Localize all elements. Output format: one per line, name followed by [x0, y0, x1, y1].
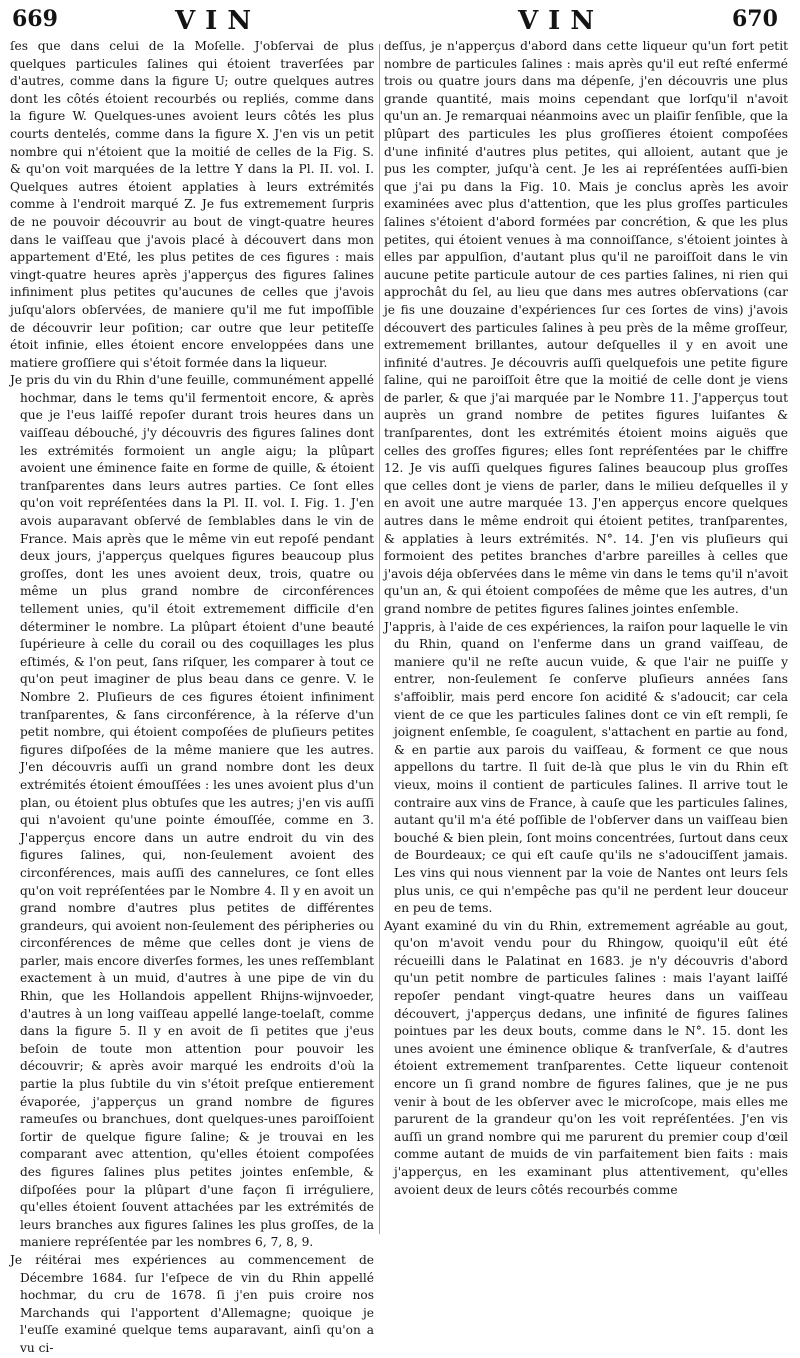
text-column-right [384, 38, 788, 1238]
page-number-right: 670 [732, 6, 778, 32]
paragraph: ſes que dans celui de la Moſelle. J'obſervai de plus quelques particules ſalines qui étoient traverſées par d'autres, comme dans la figure U; outre quelques autres dont les côtés étoient recourbés ou repliés, comme dans la figure W. Quelques-unes avoient leurs côtés les plus courts dentelés, comme dans la figure X. J'en vis un petit nombre qui n'étoient que la moitié de celles de la Fig. S. & qu'on voit marquées de la lettre Y dans la Pl. II. vol. I. Quelques autres étoient applaties à leurs extrémités comme à l'endroit marqué Z. Je fus extremement ſurpris de ne pouvoir découvrir au bout de vingt-quatre heures dans le vaiſſeau que j'avois placé à découvert dans mon appartement d'Eté, les plus petites de ces figures : mais vingt-quatre heures après j'apperçus des figures ſalines infiniment plus petites qu'aucunes de celles que j'avois juſqu'alors obſervées, de maniere qu'il me fut impoſſible de découvrir leur poſition; car outre que leur petiteſſe étoit infinie, elles étoient encore enveloppées dans une matiere groſſiere qui s'étoit formée dans la liqueur. [10, 39, 374, 370]
running-header [0, 0, 800, 40]
page-number-left: 669 [12, 6, 58, 32]
paragraph: Je pris du vin du Rhin d'une feuille, communément appellé hochmar, dans le tems qu'il fermentoit encore, & après que je l'eus laiſſé repoſer durant trois heures dans un vaiſſeau débouché, j'y découvris des figures ſalines dont les extrémités formoient un angle aigu; la plûpart avoient une éminence faite en forme de quille, & étoient tranſparentes dans leurs autres parties. Ce ſont elles qu'on voit repréſentées dans la Pl. II. vol. I. Fig. 1. J'en avois auparavant obſervé de ſemblables dans le vin de France. Mais après que le même vin eut repoſé pendant deux jours, j'apperçus quelques figures beaucoup plus groſſes, dont les unes avoient deux, trois, quatre ou même un plus grand nombre de circonférences tellement unies, qu'il étoit extremement difficile d'en déterminer le nombre. La plûpart étoient d'une beauté ſupérieure à celle du corail ou des coquillages les plus eſtimés, & l'on peut, ſans riſquer, les comparer à tout ce qu'on peut imaginer de plus beau dans ce genre. V. le Nombre 2. Pluſieurs de ces figures étoient infiniment tranſparentes, & ſans circonférence, à la réſerve d'un petit nombre, qui étoient compoſées de pluſieurs petites figures diſpoſées de la même maniere que les autres. J'en découvris auſſi un grand nombre dont les deux extrémités étoient émouſſées : les unes avoient plus d'un plan, ou étoient plus obtuſes que les autres; j'en vis auſſi qui n'avoient qu'une pointe émouſſée, comme en 3. J'apperçus encore dans un autre endroit du vin des figures ſalines, qui, non-ſeulement avoient des circonférences, mais auſſi des cannelures, ce ſont elles qu'on voit repréſentées par le Nombre 4. Il y en avoit un grand nombre d'autres plus petites de différentes grandeurs, qui avoient non-ſeulement des péripheries ou circonférences de même que celles dont je viens de parler, mais encore diverſes formes, les unes reſſemblant exactement à un muid, d'autres à une pipe de vin du Rhin, que les Hollandois appellent Rhijns-wijnvoeder, d'autres à un long vaiſſeau appellé lange-toelaſt, comme dans la figure 5. Il y en avoit de ſi petites que j'eus beſoin de toute mon attention pour pouvoir les découvrir; & après avoir marqué les endroits d'où la partie la plus ſubtile du vin s'étoit preſque entierement évaporée, j'apperçus un grand nombre de figures rameuſes ou branchues, dont quelques-unes paroiſſoient ſortir de quelque figure ſaline; & je trouvai en les comparant avec attention, qu'elles étoient compoſées des figures ſalines plus petites jointes enſemble, & diſpoſées pour la plûpart d'une façon ſi irréguliere, qu'elles étoient ſouvent attachées par les extrémités de leurs branches aux figures ſalines les plus groſſes, de la maniere repréſentée par les nombres 6, 7, 8, 9. [10, 373, 374, 1250]
column-divider [379, 44, 380, 1234]
paragraph: Ayant examiné du vin du Rhin, extremement agréable au gout, qu'on m'avoit vendu pour du Rhingow, quoiqu'il eût été récueilli dans le Palatinat en 1683. je n'y découvris d'abord qu'un petit nombre de particules ſalines : mais l'ayant laiſſé repoſer pendant vingt-quatre heures dans un vaiſſeau découvert, j'apperçus dedans, une infinité de figures ſalines pointues par les deux bouts, comme dans le N°. 15. dont les unes avoient une éminence oblique & tranſverſale, & d'autres étoient extremement tranſparentes. Cette liqueur contenoit encore un ſi grand nombre de figures ſalines, que je ne pus venir à bout de les obſerver avec le microſcope, mais elles me parurent de la grandeur qu'on les voit repréſentées. J'en vis auſſi un grand nombre qui me parurent du premier coup d'œil comme autant de muids de vin parfaitement bien faits : mais j'apperçus, en les examinant plus attentivement, qu'elles avoient deux de leurs côtés recourbés comme [384, 918, 788, 1197]
running-title-left: VIN [175, 6, 262, 36]
paragraph: J'appris, à l'aide de ces expériences, la raiſon pour laquelle le vin du Rhin, quand on l'enferme dans un grand vaiſſeau, de maniere qu'il ne reſte aucun vuide, & que l'air ne puiſſe y entrer, non-ſeulement ſe conſerve pluſieurs années ſans s'affoiblir, mais perd encore ſon acidité & s'adoucit; car cela vient de ce que les particules ſalines dont ce vin eſt rempli, ſe joignent enſemble, ſe coagulent, s'attachent en partie au fond, & en partie aux parois du vaiſſeau, & forment ce que nous appellons du tartre. Il ſuit de-là que plus le vin du Rhin eſt vieux, moins il contient de particules ſalines. Il arrive tout le contraire aux vins de France, à cauſe que les particules ſalines, autant qu'il m'a été poſſible de l'obſerver dans un vaiſſeau bien bouché & bien plein, ſont moins concentrées, ſurtout dans ceux de Bourdeaux; ce qui eſt cauſe qu'ils ne s'adouciſſent jamais. Les vins qui nous viennent par la voie de Nantes ont leurs ſels plus unis, ce qui n'empêche pas qu'il ne perdent leur douceur en peu de tems. [384, 619, 788, 916]
paragraph: deſſus, je n'apperçus d'abord dans cette liqueur qu'un fort petit nombre de particules ſalines : mais après qu'il eut reſté enfermé trois ou quatre jours dans ma dépenſe, j'en découvris une plus grande quantité, mais moins cependant que lorſqu'il n'avoit qu'un an. Je remarquai néanmoins avec un plaiſir ſenſible, que la plûpart des particules les plus groſſieres étoient compoſées d'une infinité d'autres plus petites, qui alloient, autant que je pus les compter, juſqu'à cent. Je les ai repréſentées auſſi-bien que j'ai pu dans la Fig. 10. Mais je conclus après les avoir examinées avec plus d'attention, que les plus groſſes particules ſalines s'étoient d'abord formées par concrétion, & que les plus petites, qui étoient venues à ma connoiſſance, s'étoient jointes à elles par appulſion, d'autant plus qu'il ne paroiſſoit dans le vin aucune petite particule autour de ces parties ſalines, ni rien qui approchât du ſel, au lieu que dans mes autres obſervations (car je fis une douzaine d'expériences ſur ces ſortes de vins) j'avois découvert des particules ſalines à peu près de la même groſſeur, extremement brillantes, autour deſquelles il y en avoit une infinité d'autres. Je découvris auſſi quelquefois une petite figure ſaline, qui ne paroiſſoit être que la moitié de celle dont je viens de parler, & que j'ai marquée par le Nombre 11. J'apperçus tout auprès un grand nombre de petites figures luiſantes & tranſparentes, dont les extrémités étoient moins aiguës que celles des groſſes figures; elles ſont repréſentées par le chiffre 12. Je vis auſſi quelques figures ſalines beaucoup plus groſſes que celles dont je viens de parler, dans le milieu deſquelles il y en avoit une autre marquée 13. J'en apperçus encore quelques autres dans le même endroit qui étoient petites, tranſparentes, & applaties à leurs extrémités. N°. 14. J'en vis pluſieurs qui formoient des petites branches d'arbre pareilles à celles que j'avois déja obſervées dans le même vin dans le tems qu'il n'avoit qu'un an, & qui étoient compoſées de même que les autres, d'un grand nombre de petites figures ſalines jointes enſemble. [384, 39, 788, 616]
running-title-right: VIN [518, 6, 605, 36]
text-column-left [10, 38, 374, 1355]
paragraph: Je réitérai mes expériences au commencement de Décembre 1684. ſur l'eſpece de vin du Rhin appellé hochmar, du cru de 1678. ſi j'en puis croire nos Marchands qui l'apportent d'Allemagne; quoique je l'euſſe examiné quelque tems auparavant, ainſi qu'on a vu ci- [10, 1252, 374, 1355]
